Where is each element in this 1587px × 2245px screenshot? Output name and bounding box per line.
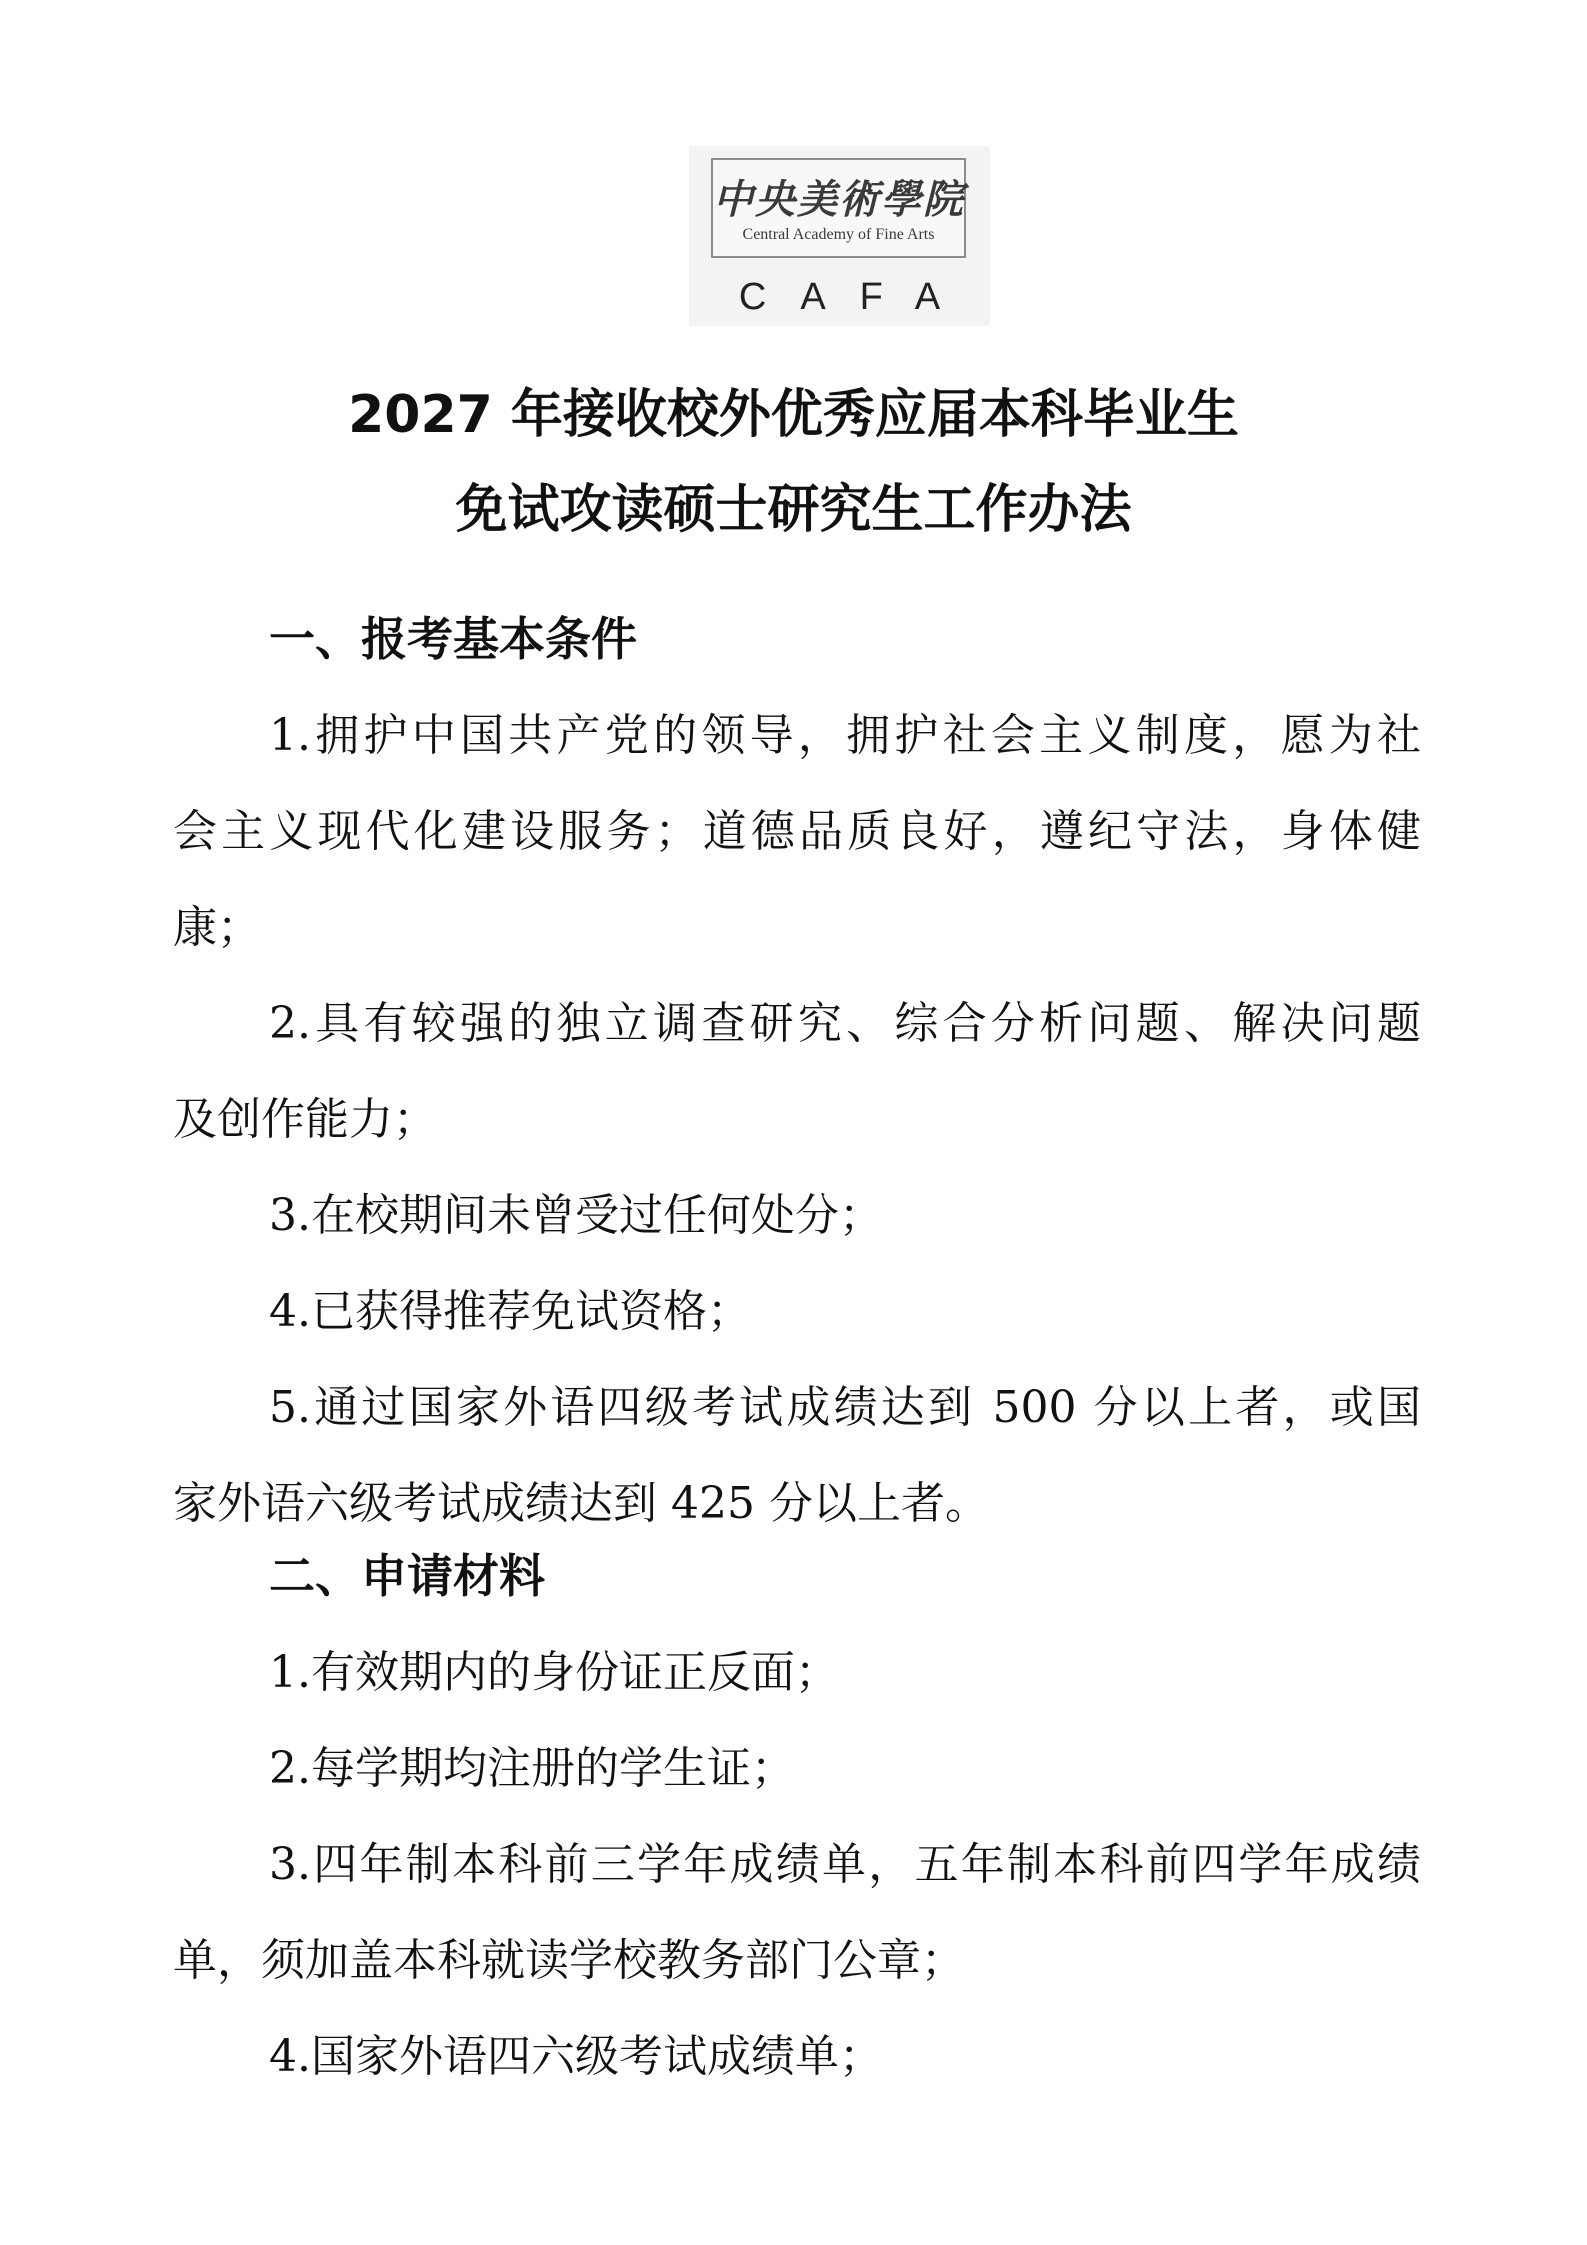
- paragraph-line: 康；: [173, 902, 261, 953]
- cafa-logo: [689, 146, 990, 326]
- section-heading-materials: 二、申请材料: [269, 1549, 545, 1603]
- logo-frame: [711, 158, 966, 258]
- logo-chinese-name: 中央美術學院: [713, 176, 965, 223]
- paragraph-line: 家外语六级考试成绩达到 425 分以上者。: [173, 1478, 989, 1529]
- paragraph-line: 4.已获得推荐免试资格；: [269, 1286, 751, 1337]
- paragraph-line: 3.在校期间未曾受过任何处分；: [269, 1190, 883, 1241]
- paragraph-line: 1.拥护中国共产党的领导，拥护社会主义制度，愿为社: [269, 710, 1421, 761]
- logo-abbreviation: CAFA: [738, 276, 975, 318]
- paragraph-line: 会主义现代化建设服务；道德品质良好，遵纪守法，身体健: [173, 806, 1421, 857]
- paragraph-line: 单，须加盖本科就读学校教务部门公章；: [173, 1935, 965, 1986]
- paragraph-line: 3.四年制本科前三学年成绩单，五年制本科前四学年成绩: [269, 1839, 1421, 1890]
- document-title-line-1: 2027 年接收校外优秀应届本科毕业生: [348, 385, 1239, 445]
- paragraph-line: 2.每学期均注册的学生证；: [269, 1743, 795, 1794]
- document-title-line-2: 免试攻读硕士研究生工作办法: [455, 480, 1132, 540]
- section-heading-requirements: 一、报考基本条件: [269, 612, 637, 666]
- paragraph-line: 4.国家外语四六级考试成绩单；: [269, 2031, 883, 2082]
- paragraph-line: 1.有效期内的身份证正反面；: [269, 1647, 839, 1698]
- paragraph-line: 2.具有较强的独立调查研究、综合分析问题、解决问题: [269, 998, 1421, 1049]
- paragraph-line: 5.通过国家外语四级考试成绩达到 500 分以上者，或国: [269, 1382, 1421, 1433]
- logo-english-name: Central Academy of Fine Arts: [742, 226, 935, 243]
- paragraph-line: 及创作能力；: [173, 1094, 437, 1145]
